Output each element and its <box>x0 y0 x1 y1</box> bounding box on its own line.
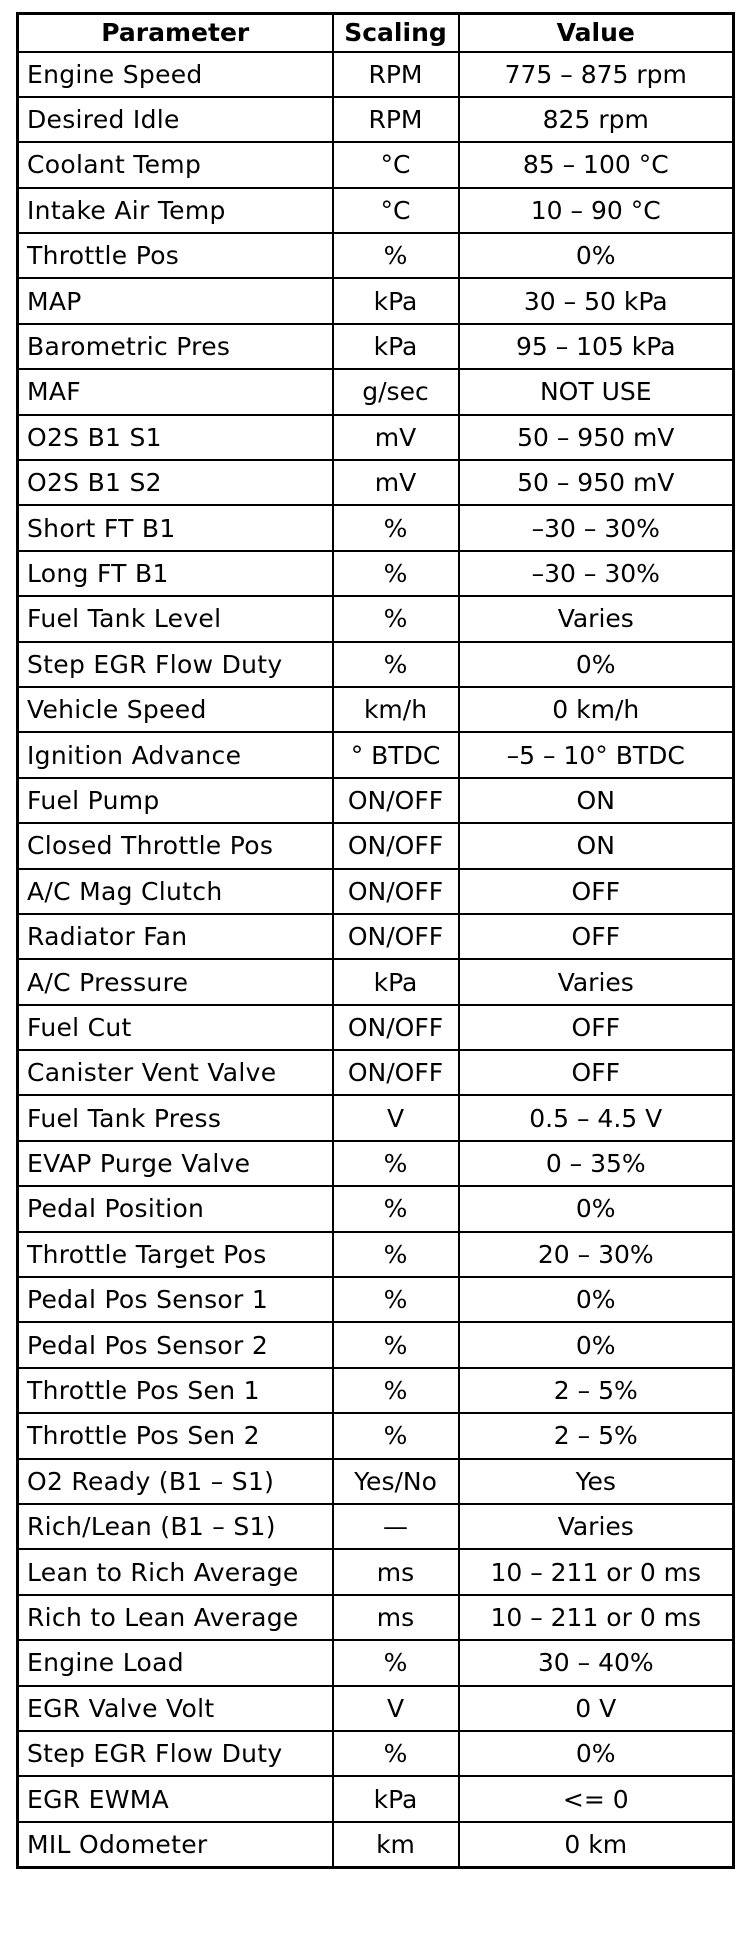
table-row <box>18 1277 734 1322</box>
scaling-cell: % <box>333 1322 459 1367</box>
value-cell: 0.5 – 4.5 V <box>459 1095 734 1140</box>
table-row <box>18 97 734 142</box>
scaling-cell: mV <box>333 415 459 460</box>
table-row <box>18 52 734 97</box>
table-row <box>18 188 734 233</box>
table-row <box>18 1776 734 1821</box>
scaling-cell: % <box>333 1640 459 1685</box>
parameter-cell: Closed Throttle Pos <box>18 823 333 868</box>
scaling-cell: RPM <box>333 52 459 97</box>
table-row <box>18 1595 734 1640</box>
table-row <box>18 1186 734 1231</box>
table-row <box>18 1322 734 1367</box>
header-value: Value <box>459 14 734 52</box>
value-cell: 10 – 211 or 0 ms <box>459 1595 734 1640</box>
parameter-cell: Fuel Cut <box>18 1005 333 1050</box>
value-cell: 0% <box>459 642 734 687</box>
scaling-cell: km <box>333 1822 459 1867</box>
table-row <box>18 505 734 550</box>
table-row <box>18 1141 734 1186</box>
parameter-cell: EVAP Purge Valve <box>18 1141 333 1186</box>
scaling-cell: RPM <box>333 97 459 142</box>
scaling-cell: % <box>333 1413 459 1458</box>
table-row <box>18 142 734 187</box>
parameter-cell: MAF <box>18 369 333 414</box>
table-row <box>18 596 734 641</box>
scaling-cell: ms <box>333 1549 459 1594</box>
table-row <box>18 1822 734 1867</box>
value-cell: –30 – 30% <box>459 551 734 596</box>
scaling-cell: % <box>333 1277 459 1322</box>
scaling-cell: ON/OFF <box>333 778 459 823</box>
value-cell: Yes <box>459 1459 734 1504</box>
scaling-cell: — <box>333 1504 459 1549</box>
table-row <box>18 687 734 732</box>
scaling-cell: ms <box>333 1595 459 1640</box>
parameter-cell: EGR Valve Volt <box>18 1686 333 1731</box>
parameter-cell: MIL Odometer <box>18 1822 333 1867</box>
value-cell: 0 – 35% <box>459 1141 734 1186</box>
parameter-table <box>16 12 735 1869</box>
table-row <box>18 778 734 823</box>
value-cell: 50 – 950 mV <box>459 460 734 505</box>
value-cell: OFF <box>459 1005 734 1050</box>
scaling-cell: % <box>333 1731 459 1776</box>
scaling-cell: V <box>333 1095 459 1140</box>
table-row <box>18 233 734 278</box>
parameter-cell: Throttle Pos <box>18 233 333 278</box>
scaling-cell: % <box>333 642 459 687</box>
value-cell: OFF <box>459 1050 734 1095</box>
parameter-cell: Coolant Temp <box>18 142 333 187</box>
table-row <box>18 1050 734 1095</box>
scaling-cell: ON/OFF <box>333 869 459 914</box>
value-cell: 2 – 5% <box>459 1368 734 1413</box>
parameter-cell: EGR EWMA <box>18 1776 333 1821</box>
scaling-cell: ON/OFF <box>333 1050 459 1095</box>
parameter-cell: A/C Pressure <box>18 959 333 1004</box>
value-cell: 85 – 100 °C <box>459 142 734 187</box>
scaling-cell: % <box>333 505 459 550</box>
scaling-cell: ON/OFF <box>333 1005 459 1050</box>
parameter-cell: Fuel Tank Level <box>18 596 333 641</box>
parameter-cell: O2 Ready (B1 – S1) <box>18 1459 333 1504</box>
header-parameter: Parameter <box>18 14 333 52</box>
value-cell: 0 V <box>459 1686 734 1731</box>
table-row <box>18 551 734 596</box>
value-cell: 0% <box>459 1186 734 1231</box>
table-row <box>18 732 734 777</box>
value-cell: Varies <box>459 959 734 1004</box>
parameter-cell: Engine Load <box>18 1640 333 1685</box>
table-row <box>18 1005 734 1050</box>
value-cell: 30 – 40% <box>459 1640 734 1685</box>
parameter-cell: Throttle Pos Sen 2 <box>18 1413 333 1458</box>
parameter-cell: Short FT B1 <box>18 505 333 550</box>
table-row <box>18 1686 734 1731</box>
scaling-cell: ON/OFF <box>333 823 459 868</box>
parameter-cell: Fuel Pump <box>18 778 333 823</box>
parameter-cell: Vehicle Speed <box>18 687 333 732</box>
scaling-cell: % <box>333 1232 459 1277</box>
table-row <box>18 823 734 868</box>
table-body <box>18 52 734 1868</box>
scaling-cell: % <box>333 1141 459 1186</box>
value-cell: 0 km <box>459 1822 734 1867</box>
scaling-cell: °C <box>333 142 459 187</box>
scaling-cell: % <box>333 1186 459 1231</box>
parameter-cell: Pedal Pos Sensor 1 <box>18 1277 333 1322</box>
scaling-cell: % <box>333 551 459 596</box>
value-cell: 2 – 5% <box>459 1413 734 1458</box>
table-row <box>18 1095 734 1140</box>
value-cell: Varies <box>459 596 734 641</box>
value-cell: 10 – 90 °C <box>459 188 734 233</box>
parameter-cell: Engine Speed <box>18 52 333 97</box>
value-cell: 30 – 50 kPa <box>459 278 734 323</box>
table-row <box>18 1232 734 1277</box>
table-row <box>18 869 734 914</box>
value-cell: 20 – 30% <box>459 1232 734 1277</box>
table-row <box>18 278 734 323</box>
value-cell: –5 – 10° BTDC <box>459 732 734 777</box>
table-row <box>18 959 734 1004</box>
header-row <box>18 14 734 52</box>
value-cell: 0 km/h <box>459 687 734 732</box>
table-row <box>18 1731 734 1776</box>
parameter-cell: Desired Idle <box>18 97 333 142</box>
value-cell: 0% <box>459 1731 734 1776</box>
table-row <box>18 1368 734 1413</box>
value-cell: 50 – 950 mV <box>459 415 734 460</box>
parameter-cell: Canister Vent Valve <box>18 1050 333 1095</box>
scaling-cell: km/h <box>333 687 459 732</box>
scaling-cell: % <box>333 596 459 641</box>
parameter-cell: Radiator Fan <box>18 914 333 959</box>
table-row <box>18 1549 734 1594</box>
parameter-cell: A/C Mag Clutch <box>18 869 333 914</box>
parameter-cell: Step EGR Flow Duty <box>18 642 333 687</box>
parameter-cell: Throttle Pos Sen 1 <box>18 1368 333 1413</box>
scaling-cell: mV <box>333 460 459 505</box>
parameter-cell: O2S B1 S2 <box>18 460 333 505</box>
parameter-cell: Rich to Lean Average <box>18 1595 333 1640</box>
scaling-cell: kPa <box>333 1776 459 1821</box>
parameter-cell: Step EGR Flow Duty <box>18 1731 333 1776</box>
table-row <box>18 1413 734 1458</box>
scaling-cell: g/sec <box>333 369 459 414</box>
value-cell: 95 – 105 kPa <box>459 324 734 369</box>
table-row <box>18 642 734 687</box>
header-scaling: Scaling <box>333 14 459 52</box>
value-cell: ON <box>459 778 734 823</box>
parameter-cell: Lean to Rich Average <box>18 1549 333 1594</box>
value-cell: <= 0 <box>459 1776 734 1821</box>
table-row <box>18 1640 734 1685</box>
parameter-cell: MAP <box>18 278 333 323</box>
parameter-cell: O2S B1 S1 <box>18 415 333 460</box>
table-row <box>18 1459 734 1504</box>
value-cell: 775 – 875 rpm <box>459 52 734 97</box>
value-cell: ON <box>459 823 734 868</box>
parameter-cell: Pedal Position <box>18 1186 333 1231</box>
parameter-cell: Fuel Tank Press <box>18 1095 333 1140</box>
scaling-cell: ON/OFF <box>333 914 459 959</box>
value-cell: –30 – 30% <box>459 505 734 550</box>
value-cell: 0% <box>459 233 734 278</box>
value-cell: NOT USE <box>459 369 734 414</box>
value-cell: Varies <box>459 1504 734 1549</box>
parameter-cell: Throttle Target Pos <box>18 1232 333 1277</box>
scaling-cell: % <box>333 1368 459 1413</box>
value-cell: OFF <box>459 869 734 914</box>
table-row <box>18 415 734 460</box>
parameter-cell: Rich/Lean (B1 – S1) <box>18 1504 333 1549</box>
scaling-cell: °C <box>333 188 459 233</box>
value-cell: OFF <box>459 914 734 959</box>
parameter-cell: Pedal Pos Sensor 2 <box>18 1322 333 1367</box>
value-cell: 825 rpm <box>459 97 734 142</box>
scaling-cell: kPa <box>333 959 459 1004</box>
parameter-cell: Intake Air Temp <box>18 188 333 233</box>
value-cell: 0% <box>459 1277 734 1322</box>
parameter-cell: Long FT B1 <box>18 551 333 596</box>
scaling-cell: kPa <box>333 324 459 369</box>
scaling-cell: V <box>333 1686 459 1731</box>
value-cell: 0% <box>459 1322 734 1367</box>
table-row <box>18 324 734 369</box>
table-row <box>18 1504 734 1549</box>
table-row <box>18 460 734 505</box>
table-row <box>18 369 734 414</box>
scaling-cell: Yes/No <box>333 1459 459 1504</box>
parameter-cell: Ignition Advance <box>18 732 333 777</box>
scaling-cell: ° BTDC <box>333 732 459 777</box>
scaling-cell: % <box>333 233 459 278</box>
value-cell: 10 – 211 or 0 ms <box>459 1549 734 1594</box>
scaling-cell: kPa <box>333 278 459 323</box>
table-row <box>18 914 734 959</box>
parameter-cell: Barometric Pres <box>18 324 333 369</box>
